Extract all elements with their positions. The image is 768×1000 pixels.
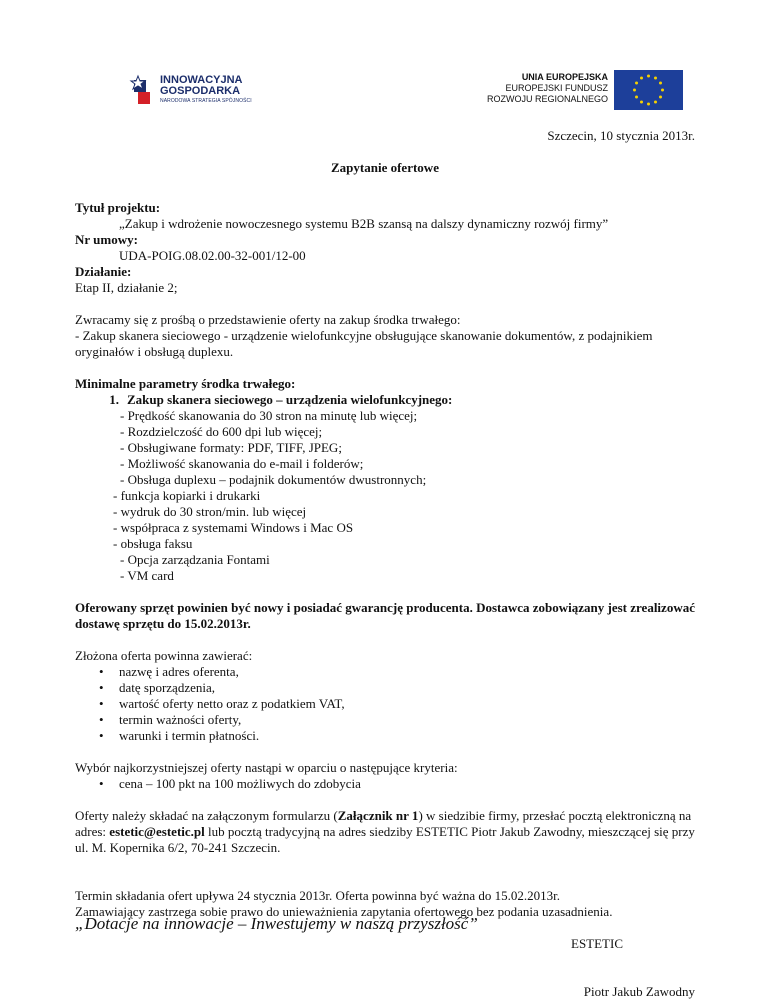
- company-name: ESTETIC: [571, 936, 623, 951]
- bullet-icon: •: [99, 696, 104, 711]
- list-item: • nazwę i adres oferenta,: [99, 664, 239, 679]
- footer-slogan: „Dotacje na innowacje – Inwestujemy w naszą przyszłość”: [75, 914, 478, 933]
- spec-line: - Prędkość skanowania do 30 stron na minutę lub więcej;: [120, 408, 418, 423]
- list-item: • warunki i termin płatności.: [99, 728, 260, 743]
- list-item: • datę sporządzenia,: [99, 680, 216, 695]
- list-item: • wartość oferty netto oraz z podatkiem VAT,: [99, 696, 345, 711]
- request-line-3: oryginałów i obsługą duplexu.: [75, 344, 234, 359]
- deadline-line-1: Termin składania ofert upływa 24 stycznia 2013r. Oferta powinna być ważna do 15.02.2013r.: [75, 888, 561, 903]
- eu-flag-icon: [614, 70, 683, 110]
- spec-line: - obsługa faksu: [113, 536, 193, 551]
- bullet-icon: •: [99, 664, 104, 679]
- bullet-icon: •: [99, 680, 104, 695]
- spec-line: - współpraca z systemami Windows i Mac OS: [113, 520, 354, 535]
- list-item: • termin ważności oferty,: [99, 712, 242, 727]
- letter-body: [75, 128, 695, 1000]
- bullet-icon: •: [99, 776, 104, 791]
- params-label: Minimalne parametry środka trwałego:: [75, 376, 296, 391]
- submission-paragraph: Oferty należy składać na załączonym formularzu (Załącznik nr 1) w siedzibie firmy, przesłać pocztą elektroniczną na adres: estetic@estetic.pl lub pocztą tradycyjną na adres siedziby ESTETIC Piotr Jakub Zawodny, mieszczącej się przy ul. M. Kopernika 6/2, 70-241 Szczecin.: [75, 808, 695, 855]
- contract-value: UDA-POIG.08.02.00-32-001/12-00: [119, 248, 306, 263]
- spec-line: - VM card: [120, 568, 174, 583]
- offer-intro: Złożona oferta powinna zawierać:: [75, 648, 253, 663]
- criteria-intro: Wybór najkorzystniejszej oferty nastąpi w oparciu o następujące kryteria:: [75, 760, 458, 775]
- ig-logo-wordmark: [160, 75, 243, 97]
- eu-logo-line1: UNIA EUROPEJSKA: [521, 72, 608, 82]
- spec-line: - funkcja kopiarki i drukarki: [113, 488, 261, 503]
- list-item: • cena – 100 pkt na 100 możliwych do zdobycia: [99, 776, 361, 791]
- ig-logo-subline: NARODOWA STRATEGIA SPÓJNOŚCI: [160, 98, 252, 104]
- deadline-line-2: Zamawiający zastrzega sobie prawo do unieważnienia zapytania ofertowego bez podania uzasadnienia.: [75, 904, 613, 919]
- eu-logo-line2: EUROPEJSKI FUNDUSZ: [505, 83, 608, 93]
- action-label: Działanie:: [75, 264, 132, 279]
- ig-logo-line2: GOSPODARKA: [160, 85, 241, 97]
- spec-line: - Obsługa duplexu – podajnik dokumentów dwustronnych;: [120, 472, 427, 487]
- email-address[interactable]: estetic@estetic.pl: [109, 824, 205, 839]
- spec-line: - Opcja zarządzania Fontami: [120, 552, 270, 567]
- contract-label: Nr umowy:: [75, 232, 138, 247]
- eu-logo-text: [470, 72, 608, 105]
- place-date: Szczecin, 10 stycznia 2013r.: [547, 128, 695, 143]
- project-value: „Zakup i wdrożenie nowoczesnego systemu B2B szansą na dalszy dynamiczny rozwój firmy”: [119, 216, 609, 231]
- bullet-icon: •: [99, 712, 104, 727]
- bullet-icon: •: [99, 728, 104, 743]
- eu-logo-line3: ROZWOJU REGIONALNEGO: [486, 94, 608, 104]
- ig-logo-line1: INNOWACYJNA: [160, 74, 243, 86]
- warranty-line-1: Oferowany sprzęt powinien być nowy i posiadać gwarancję producenta. Dostawca zobowiązany jest zrealizować: [75, 600, 695, 615]
- spec-line: - wydruk do 30 stron/min. lub więcej: [113, 504, 307, 519]
- request-line-1: Zwracamy się z prośbą o przedstawienie oferty na zakup środka trwałego:: [75, 312, 461, 327]
- item-title: Zakup skanera sieciowego – urządzenia wielofunkcyjnego:: [127, 392, 453, 407]
- action-value: Etap II, działanie 2;: [75, 280, 178, 295]
- request-line-2: - Zakup skanera sieciowego - urządzenie wielofunkcyjne obsługujące skanowanie dokumentów, z podajnikiem: [75, 328, 653, 343]
- item-1-heading: [75, 392, 695, 408]
- letter-title: Zapytanie ofertowe: [331, 160, 439, 175]
- spec-line: - Obsługiwane formaty: PDF, TIFF, JPEG;: [120, 440, 342, 455]
- spec-line: - Możliwość skanowania do e-mail i folderów;: [120, 456, 364, 471]
- warranty-line-2: dostawę sprzętu do 15.02.2013r.: [75, 616, 251, 631]
- spec-line: - Rozdzielczość do 600 dpi lub więcej;: [120, 424, 323, 439]
- signatory-name: Piotr Jakub Zawodny: [583, 984, 695, 999]
- project-label: Tytuł projektu:: [75, 200, 161, 215]
- attachment-reference: Załącznik nr 1: [337, 808, 419, 823]
- item-number: 1.: [109, 392, 119, 407]
